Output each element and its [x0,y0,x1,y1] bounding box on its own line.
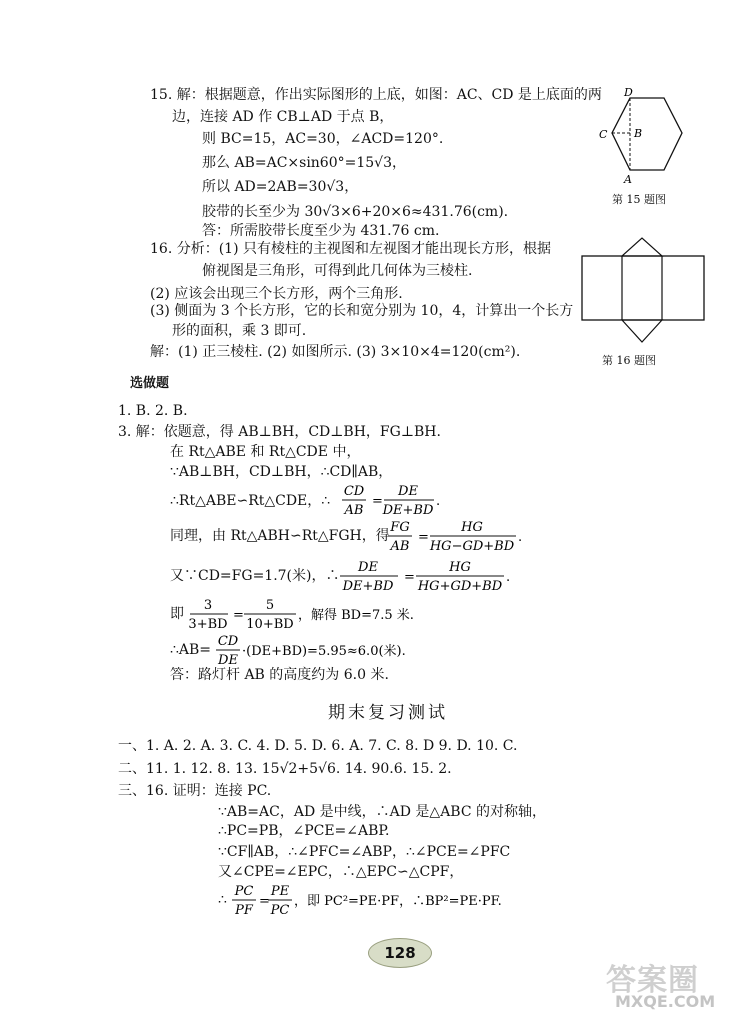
sel-line-2: 3. 解：依题意，得 AB⊥BH，CD⊥BH，FG⊥BH. [118,424,441,440]
frac-8b-denominator: 10+BD [246,617,294,632]
sel-line-5-fraction [340,480,460,520]
frac-9a-numerator: CD [217,634,239,649]
frac-5-equals: = [372,494,383,509]
frac-8b-numerator: 5 [265,598,275,613]
frac-6a-denominator: AB [390,539,410,554]
q16-line-2: 俯视图是三角形，可得到此几何体为三棱柱. [202,263,473,279]
exam-line-8-fraction [232,880,562,920]
frac-7-end: . [506,570,511,585]
sel-line-5-text: ∴Rt△ABE∽Rt△CDE，∴ [170,493,331,509]
exam-title: 期末复习测试 [328,703,448,723]
frac-e8a-numerator: PC [234,884,254,899]
q15-line-1: 15. 解：根据题意，作出实际图形的上底，如图：AC、CD 是上底面的两 [150,87,602,103]
fig15-label-d: D [624,86,633,99]
frac-e8a-denominator: PF [235,903,253,918]
sel-line-3: 在 Rt△ABE 和 Rt△CDE 中， [170,444,361,460]
figure-15-hexagon [590,86,700,186]
q16-line-5: 形的面积，乘 3 即可. [172,323,307,339]
page-number: 128 [368,938,432,968]
frac-5a-numerator: CD [343,484,365,499]
frac-7b-numerator: HG [449,560,471,575]
frac-5-end: . [436,494,441,509]
q16-line-3: (2) 应该会出现三个长方形，两个三角形. [150,286,403,302]
sel-line-9-text: ∴AB= [170,642,212,658]
frac-5b-numerator: DE [398,484,418,499]
sel-line-10: 答：路灯杆 AB 的高度约为 6.0 米. [170,667,389,683]
frac-e8b-denominator: PC [270,903,290,918]
q15-line-3: 则 BC=15，AC=30，∠ACD=120°. [202,131,444,147]
fig15-label-a: A [624,173,632,186]
frac-e8-end: ，即 PC²=PE·PF，∴BP²=PE·PF. [294,894,502,909]
q16-line-1: 16. 分析：(1) 只有棱柱的主视图和左视图才能出现长方形，根据 [150,241,551,257]
q15-line-4: 那么 AB=AC×sin60°=15√3， [202,155,406,171]
exam-line-7: 又∠CPE=∠EPC，∴△EPC∽△CPF， [218,864,464,880]
frac-8a-numerator: 3 [203,598,213,613]
fig15-label-c: C [599,128,608,141]
frac-e8b-numerator: PE [270,884,290,899]
exam-line-6: ∵CF∥AB，∴∠PFC=∠ABP，∴∠PCE=∠PFC [218,844,511,860]
section-heading: 选做题 [130,376,170,391]
frac-6-end: . [518,530,523,545]
figure-15-caption: 第 15 题图 [612,193,666,206]
q15-line-6: 胶带的长至少为 30√3×6+20×6≈431.76(cm). [202,204,509,220]
watermark-logo: 答案圈 [606,963,699,998]
frac-9a-denominator: DE [218,653,238,668]
frac-7-equals: = [404,570,415,585]
figure-16-prism-net [576,236,708,348]
sel-line-8-text: 即 [170,606,184,622]
frac-e8-equals: = [259,894,270,909]
frac-6-equals: = [418,530,429,545]
watermark-url: MXQE.COM [615,992,716,1011]
frac-6a-numerator: FG [390,520,410,535]
frac-6b-numerator: HG [461,520,483,535]
frac-7b-denominator: HG+GD+BD [417,579,503,594]
frac-5a-denominator: AB [344,503,364,518]
sel-line-7-fraction [338,556,528,596]
exam-line-8-text: ∴ [218,892,227,908]
q16-line-4: (3) 侧面为 3 个长方形，它的长和宽分别为 10，4，计算出一个长方 [150,303,574,319]
frac-7a-numerator: DE [358,560,378,575]
frac-8a-denominator: 3+BD [188,617,228,632]
sel-line-8-fraction [188,594,488,634]
fig15-label-b: B [634,127,643,140]
exam-line-4: ∵AB=AC，AD 是中线，∴AD 是△ABC 的对称轴， [218,804,547,820]
sel-line-1: 1. B. 2. B. [118,403,188,419]
exam-line-5: ∴PC=PB，∠PCE=∠ABP. [218,823,390,839]
q15-line-2: 边，连接 AD 作 CB⊥AD 于点 B， [172,109,394,125]
exam-line-1: 一、1. A. 2. A. 3. C. 4. D. 5. D. 6. A. 7. C. 8. D 9. D. 10. C. [118,738,518,754]
frac-5b-denominator: DE+BD [382,503,434,518]
sel-line-6-text: 同理，由 Rt△ABH∽Rt△FGH，得 [170,528,390,544]
exam-line-2: 二、11. 1. 12. 8. 13. 15√2+5√6. 14. 90.6. 15. 2. [118,761,452,777]
figure-16-caption: 第 16 题图 [602,354,656,367]
frac-6b-denominator: HG−GD+BD [429,539,515,554]
q15-line-7: 答：所需胶带长度至少为 431.76 cm. [202,223,440,239]
sel-line-7-text: 又∵CD=FG=1.7(米)，∴ [170,568,340,584]
frac-8-equals: = [233,608,244,623]
q15-line-5: 所以 AD=2AB=30√3， [202,179,359,195]
sel-line-4: ∵AB⊥BH，CD⊥BH，∴CD∥AB， [170,464,393,480]
exam-line-3: 三、16. 证明：连接 PC. [118,783,272,799]
sel-line-6-fraction [386,516,536,556]
frac-9-end: ·(DE+BD)=5.95≈6.0(米). [242,644,406,659]
sel-line-9-fraction [214,630,474,670]
q16-line-6: 解：(1) 正三棱柱. (2) 如图所示. (3) 3×10×4=120(cm²). [150,344,521,360]
frac-7a-denominator: DE+BD [342,579,394,594]
frac-8-end: ，解得 BD=7.5 米. [298,608,414,623]
